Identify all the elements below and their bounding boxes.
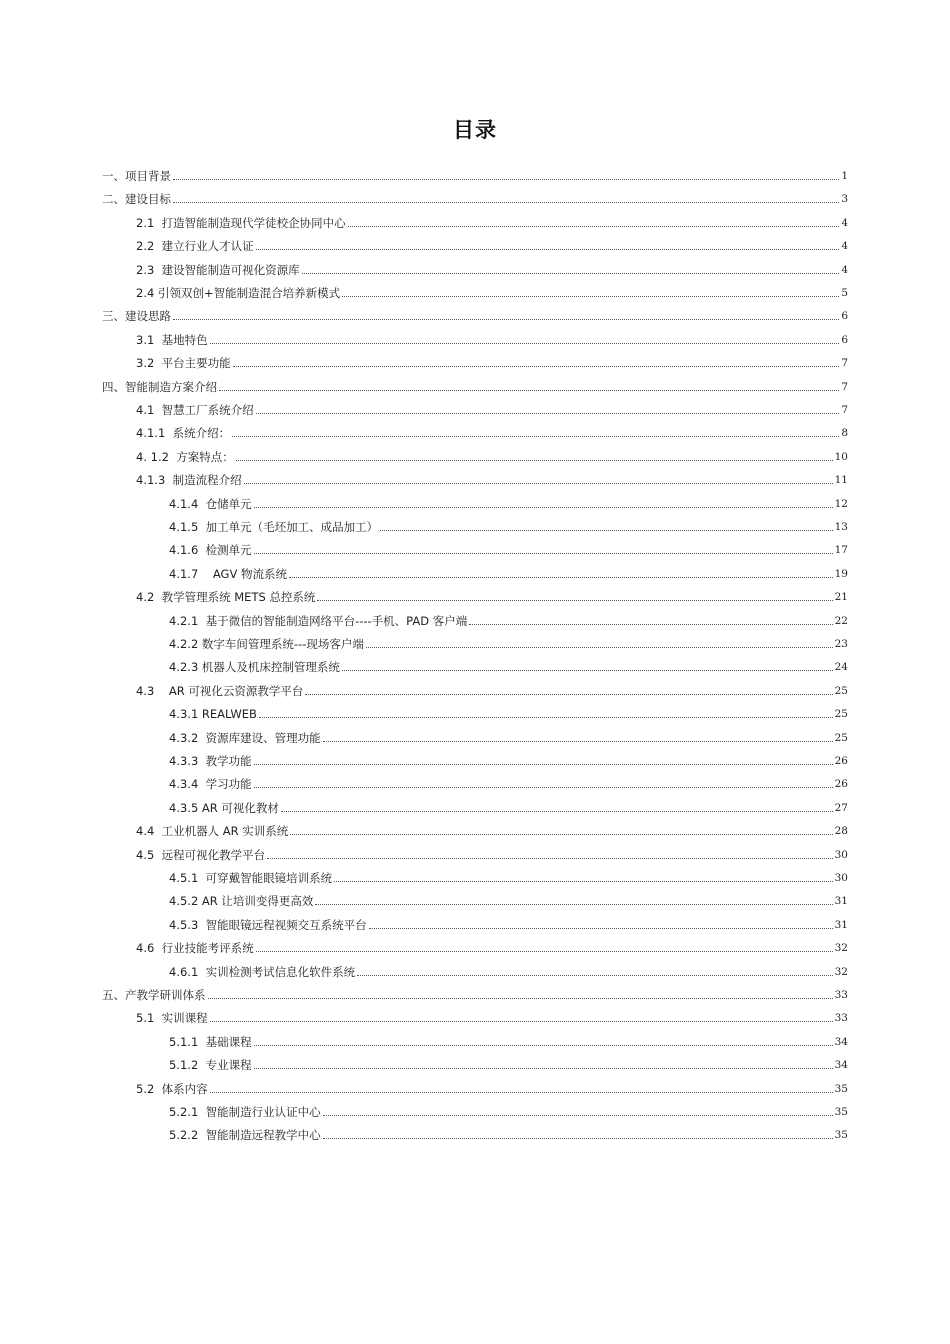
toc-entry-label: 4.5.3 智能眼镜远程视频交互系统平台 — [169, 918, 367, 932]
toc-entry-label: 4. 1.2 方案特点： — [136, 450, 234, 464]
toc-entry-label: 三、建设思路 — [102, 309, 171, 323]
toc-entry-page-number: 8 — [841, 427, 848, 439]
toc-entry[interactable] — [136, 1076, 848, 1096]
toc-dot-leader — [290, 834, 832, 835]
toc-entry[interactable] — [169, 1052, 848, 1072]
toc-entry[interactable] — [102, 163, 848, 183]
toc-entry-label: 4.3.2 资源库建设、管理功能 — [169, 731, 321, 745]
toc-entry[interactable] — [136, 233, 848, 253]
toc-dot-leader — [342, 670, 833, 671]
toc-entry-label: 5.2 体系内容 — [136, 1082, 208, 1096]
toc-entry[interactable] — [169, 1099, 848, 1119]
toc-dot-leader — [289, 577, 833, 578]
toc-dot-leader — [380, 530, 833, 531]
toc-entry[interactable] — [169, 537, 848, 557]
toc-dot-leader — [173, 319, 839, 320]
toc-dot-leader — [348, 226, 840, 227]
page-title: 目录 — [453, 118, 497, 142]
toc-entry[interactable] — [169, 1122, 848, 1142]
toc-dot-leader — [267, 858, 833, 859]
toc-dot-leader — [173, 179, 839, 180]
toc-dot-leader — [254, 1068, 833, 1069]
toc-entry[interactable] — [169, 1029, 848, 1049]
toc-dot-leader — [305, 694, 832, 695]
toc-entry-label: 3.2 平台主要功能 — [136, 356, 231, 370]
toc-entry[interactable] — [169, 725, 848, 745]
toc-entry-label: 4.1.6 检测单元 — [169, 543, 252, 557]
toc-dot-leader — [219, 390, 839, 391]
toc-entry-page-number: 31 — [834, 919, 848, 931]
toc-entry[interactable] — [102, 186, 848, 206]
toc-entry[interactable] — [136, 818, 848, 838]
toc-entry-page-number: 25 — [834, 732, 848, 744]
toc-entry-page-number: 4 — [841, 217, 848, 229]
toc-entry[interactable] — [169, 654, 848, 674]
toc-entry-page-number: 35 — [834, 1083, 848, 1095]
toc-entry[interactable] — [169, 795, 848, 815]
toc-entry-page-number: 11 — [834, 474, 848, 486]
toc-entry-label: 2.1 打造智能制造现代学徒校企协同中心 — [136, 216, 346, 230]
toc-entry-page-number: 21 — [834, 591, 848, 603]
toc-dot-leader — [254, 1045, 833, 1046]
toc-dot-leader — [236, 460, 833, 461]
toc-entry-label: 4.3 AR 可视化云资源教学平台 — [136, 684, 304, 698]
toc-entry-page-number: 6 — [841, 310, 848, 322]
toc-dot-leader — [317, 600, 832, 601]
toc-entry[interactable] — [169, 748, 848, 768]
toc-dot-leader — [256, 951, 833, 952]
toc-entry-page-number: 13 — [834, 521, 848, 533]
toc-dot-leader — [323, 1138, 833, 1139]
toc-dot-leader — [210, 1092, 833, 1093]
toc-dot-leader — [334, 881, 833, 882]
toc-entry-page-number: 25 — [834, 708, 848, 720]
toc-entry-page-number: 17 — [834, 544, 848, 556]
toc-entry-label: 4.5.2 AR 让培训变得更高效 — [169, 894, 314, 908]
toc-entry-label: 4.1.5 加工单元（毛坯加工、成品加工） — [169, 520, 379, 534]
toc-dot-leader — [281, 811, 833, 812]
toc-dot-leader — [256, 413, 840, 414]
toc-dot-leader — [302, 273, 840, 274]
toc-entry-page-number: 26 — [834, 755, 848, 767]
toc-dot-leader — [342, 296, 839, 297]
toc-entry[interactable] — [169, 888, 848, 908]
toc-entry-page-number: 4 — [841, 264, 848, 276]
toc-entry-page-number: 5 — [841, 287, 848, 299]
toc-entry-label: 4.3.1 REALWEB — [169, 707, 257, 721]
toc-entry-label: 一、项目背景 — [102, 169, 171, 183]
toc-entry[interactable] — [136, 327, 848, 347]
toc-dot-leader — [210, 343, 840, 344]
toc-entry-page-number: 32 — [834, 942, 848, 954]
toc-entry[interactable] — [136, 444, 848, 464]
toc-entry-page-number: 19 — [834, 568, 848, 580]
toc-dot-leader — [233, 366, 840, 367]
toc-entry[interactable] — [136, 210, 848, 230]
toc-entry[interactable] — [136, 935, 848, 955]
toc-dot-leader — [210, 1021, 833, 1022]
toc-entry-label: 4.1.4 仓储单元 — [169, 497, 252, 511]
toc-entry-label: 4.3.5 AR 可视化教材 — [169, 801, 279, 815]
toc-dot-leader — [208, 998, 833, 999]
toc-entry-page-number: 7 — [841, 357, 848, 369]
toc-entry-label: 5.1 实训课程 — [136, 1011, 208, 1025]
toc-entry-label: 4.4 工业机器人 AR 实训系统 — [136, 824, 289, 838]
toc-entry-label: 5.1.1 基础课程 — [169, 1035, 252, 1049]
toc-entry-page-number: 28 — [834, 825, 848, 837]
toc-entry[interactable] — [102, 303, 848, 323]
toc-dot-leader — [254, 787, 833, 788]
toc-dot-leader — [254, 507, 833, 508]
toc-dot-leader — [259, 717, 833, 718]
toc-entry-page-number: 26 — [834, 778, 848, 790]
toc-entry-page-number: 3 — [841, 193, 848, 205]
toc-entry-label: 4.1 智慧工厂系统介绍 — [136, 403, 254, 417]
toc-entry-label: 4.2 教学管理系统 METS 总控系统 — [136, 590, 316, 604]
toc-entry[interactable] — [136, 1005, 848, 1025]
toc-entry-label: 2.4 引领双创+智能制造混合培养新模式 — [136, 286, 341, 300]
toc-dot-leader — [232, 436, 839, 437]
toc-entry-label: 4.1.3 制造流程介绍 — [136, 473, 242, 487]
toc-entry[interactable] — [169, 959, 848, 979]
toc-entry-page-number: 12 — [834, 498, 848, 510]
toc-entry[interactable] — [136, 397, 848, 417]
toc-entry-page-number: 34 — [834, 1036, 848, 1048]
toc-entry[interactable] — [136, 257, 848, 277]
toc-entry-label: 4.1.7 AGV 物流系统 — [169, 567, 287, 581]
toc-entry-label: 4.3.3 教学功能 — [169, 754, 252, 768]
toc-entry-page-number: 1 — [841, 170, 848, 182]
toc-entry[interactable] — [136, 280, 848, 300]
toc-entry-page-number: 33 — [834, 989, 848, 1001]
toc-entry-page-number: 7 — [841, 404, 848, 416]
toc-dot-leader — [254, 553, 833, 554]
toc-entry-page-number: 25 — [834, 685, 848, 697]
toc-entry[interactable] — [169, 771, 848, 791]
toc-entry[interactable] — [169, 701, 848, 721]
toc-entry[interactable] — [136, 584, 848, 604]
toc-entry-label: 2.3 建设智能制造可视化资源库 — [136, 263, 300, 277]
toc-entry[interactable] — [169, 865, 848, 885]
toc-entry-page-number: 4 — [841, 240, 848, 252]
toc-entry-page-number: 23 — [834, 638, 848, 650]
toc-entry[interactable] — [102, 982, 848, 1002]
toc-entry-page-number: 27 — [834, 802, 848, 814]
toc-entry-label: 五、产教学研训体系 — [102, 988, 206, 1002]
toc-entry-page-number: 35 — [834, 1106, 848, 1118]
toc-entry-label: 2.2 建立行业人才认证 — [136, 239, 254, 253]
toc-entry-label: 3.1 基地特色 — [136, 333, 208, 347]
toc-entry-label: 4.6.1 实训检测考试信息化软件系统 — [169, 965, 356, 979]
toc-entry-label: 4.5 远程可视化教学平台 — [136, 848, 266, 862]
toc-entry-page-number: 35 — [834, 1129, 848, 1141]
toc-dot-leader — [254, 764, 833, 765]
toc-entry-page-number: 34 — [834, 1059, 848, 1071]
toc-entry[interactable] — [169, 561, 848, 581]
toc-entry[interactable] — [136, 842, 848, 862]
toc-dot-leader — [369, 928, 833, 929]
toc-entry-label: 4.2.3 机器人及机床控制管理系统 — [169, 660, 340, 674]
toc-entry-page-number: 30 — [834, 849, 848, 861]
toc-entry[interactable] — [169, 491, 848, 511]
toc-entry-page-number: 30 — [834, 872, 848, 884]
toc-entry-page-number: 10 — [834, 451, 848, 463]
toc-entry-label: 二、建设目标 — [102, 192, 171, 206]
toc-dot-leader — [323, 1115, 833, 1116]
toc-entry[interactable] — [169, 514, 848, 534]
toc-entry-page-number: 22 — [834, 615, 848, 627]
toc-dot-leader — [315, 904, 832, 905]
toc-entry[interactable] — [169, 631, 848, 651]
toc-entry-page-number: 7 — [841, 381, 848, 393]
toc-dot-leader — [357, 975, 833, 976]
toc-entry[interactable] — [136, 420, 848, 440]
toc-entry-label: 5.2.2 智能制造远程教学中心 — [169, 1128, 321, 1142]
toc-entry-label: 4.5.1 可穿戴智能眼镜培训系统 — [169, 871, 333, 885]
toc-entry[interactable] — [169, 912, 848, 932]
toc-entry-label: 4.2.2 数字车间管理系统---现场客户端 — [169, 637, 364, 651]
toc-entry-page-number: 31 — [834, 895, 848, 907]
toc-entry-page-number: 33 — [834, 1012, 848, 1024]
toc-dot-leader — [173, 202, 839, 203]
toc-entry-label: 4.6 行业技能考评系统 — [136, 941, 254, 955]
toc-dot-leader — [469, 624, 832, 625]
toc-dot-leader — [366, 647, 833, 648]
toc-entry-label: 4.3.4 学习功能 — [169, 777, 252, 791]
toc-dot-leader — [323, 741, 833, 742]
toc-entry[interactable] — [136, 678, 848, 698]
toc-entry-label: 5.1.2 专业课程 — [169, 1058, 252, 1072]
toc-entry-page-number: 32 — [834, 966, 848, 978]
toc-entry[interactable] — [136, 467, 848, 487]
toc-entry-label: 四、智能制造方案介绍 — [102, 380, 217, 394]
toc-entry-label: 5.2.1 智能制造行业认证中心 — [169, 1105, 321, 1119]
toc-entry[interactable] — [136, 350, 848, 370]
toc-dot-leader — [256, 249, 840, 250]
toc-entry-page-number: 6 — [841, 334, 848, 346]
toc-entry[interactable] — [102, 374, 848, 394]
toc-entry-label: 4.1.1 系统介绍： — [136, 426, 231, 440]
toc-dot-leader — [244, 483, 833, 484]
toc-entry[interactable] — [169, 608, 848, 628]
toc-entry-page-number: 24 — [834, 661, 848, 673]
toc-entry-label: 4.2.1 基于微信的智能制造网络平台----手机、PAD 客户端 — [169, 614, 468, 628]
